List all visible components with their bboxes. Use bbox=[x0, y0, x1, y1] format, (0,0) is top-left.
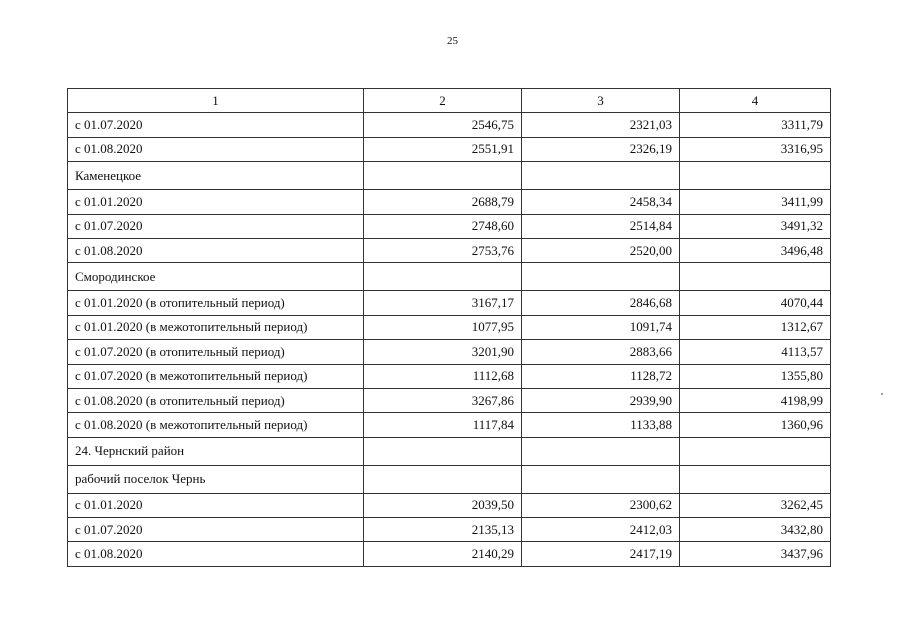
value-col-3: 2846,68 bbox=[522, 291, 680, 315]
value-col-3: 2300,62 bbox=[522, 493, 680, 517]
value-col-4: 3316,95 bbox=[680, 137, 831, 161]
value-col-4: 3311,79 bbox=[680, 113, 831, 137]
value-col-3 bbox=[522, 465, 680, 493]
value-col-4: 3411,99 bbox=[680, 190, 831, 214]
value-col-3: 2417,19 bbox=[522, 542, 680, 566]
header-cell-3: 3 bbox=[522, 89, 680, 113]
row-label: с 01.01.2020 bbox=[68, 493, 364, 517]
table-row bbox=[68, 291, 831, 315]
header-cell-2: 2 bbox=[364, 89, 522, 113]
header-cell-1: 1 bbox=[68, 89, 364, 113]
value-col-4: 4070,44 bbox=[680, 291, 831, 315]
row-label: с 01.01.2020 (в отопительный период) bbox=[68, 291, 364, 315]
value-col-2: 2748,60 bbox=[364, 214, 522, 238]
value-col-4 bbox=[680, 162, 831, 190]
table-row bbox=[68, 364, 831, 388]
value-col-3 bbox=[522, 162, 680, 190]
row-label: с 01.08.2020 (в отопительный период) bbox=[68, 388, 364, 412]
tariff-table bbox=[67, 88, 831, 567]
value-col-4: 4198,99 bbox=[680, 388, 831, 412]
table-row bbox=[68, 340, 831, 364]
row-label: с 01.08.2020 bbox=[68, 542, 364, 566]
value-col-4: 3432,80 bbox=[680, 518, 831, 542]
group-row bbox=[68, 162, 831, 190]
row-label: с 01.07.2020 (в отопительный период) bbox=[68, 340, 364, 364]
value-col-4: 3437,96 bbox=[680, 542, 831, 566]
value-col-4: 3262,45 bbox=[680, 493, 831, 517]
table-row bbox=[68, 518, 831, 542]
value-col-3: 2326,19 bbox=[522, 137, 680, 161]
value-col-2 bbox=[364, 437, 522, 465]
value-col-4: 1360,96 bbox=[680, 413, 831, 437]
value-col-2: 1112,68 bbox=[364, 364, 522, 388]
value-col-4: 3496,48 bbox=[680, 238, 831, 262]
value-col-3: 1128,72 bbox=[522, 364, 680, 388]
value-col-4 bbox=[680, 437, 831, 465]
value-col-2 bbox=[364, 465, 522, 493]
group-label: 24. Чернский район bbox=[68, 437, 364, 465]
value-col-4 bbox=[680, 465, 831, 493]
row-label: с 01.07.2020 (в межотопительный период) bbox=[68, 364, 364, 388]
table-row bbox=[68, 542, 831, 566]
value-col-2: 1077,95 bbox=[364, 315, 522, 339]
row-label: с 01.07.2020 bbox=[68, 113, 364, 137]
value-col-3 bbox=[522, 263, 680, 291]
value-col-3: 1133,88 bbox=[522, 413, 680, 437]
table-row bbox=[68, 413, 831, 437]
group-row bbox=[68, 263, 831, 291]
row-label: с 01.01.2020 bbox=[68, 190, 364, 214]
row-label: с 01.01.2020 (в межотопительный период) bbox=[68, 315, 364, 339]
value-col-2: 2135,13 bbox=[364, 518, 522, 542]
value-col-3: 2939,90 bbox=[522, 388, 680, 412]
value-col-2: 2688,79 bbox=[364, 190, 522, 214]
value-col-4: 4113,57 bbox=[680, 340, 831, 364]
row-label: с 01.07.2020 bbox=[68, 518, 364, 542]
value-col-2: 3267,86 bbox=[364, 388, 522, 412]
value-col-4: 1312,67 bbox=[680, 315, 831, 339]
group-label: Каменецкое bbox=[68, 162, 364, 190]
header-cell-4: 4 bbox=[680, 89, 831, 113]
value-col-2: 2551,91 bbox=[364, 137, 522, 161]
value-col-3: 2883,66 bbox=[522, 340, 680, 364]
page-number: 25 bbox=[447, 35, 458, 47]
value-col-2 bbox=[364, 263, 522, 291]
value-col-2: 3201,90 bbox=[364, 340, 522, 364]
table-row bbox=[68, 190, 831, 214]
table-row bbox=[68, 214, 831, 238]
value-col-3: 2321,03 bbox=[522, 113, 680, 137]
table-row bbox=[68, 113, 831, 137]
value-col-4: 1355,80 bbox=[680, 364, 831, 388]
value-col-2: 2140,29 bbox=[364, 542, 522, 566]
value-col-2: 2039,50 bbox=[364, 493, 522, 517]
row-label: с 01.08.2020 (в межотопительный период) bbox=[68, 413, 364, 437]
value-col-2: 3167,17 bbox=[364, 291, 522, 315]
value-col-2: 1117,84 bbox=[364, 413, 522, 437]
header-row bbox=[68, 89, 831, 113]
value-col-4 bbox=[680, 263, 831, 291]
row-label: с 01.08.2020 bbox=[68, 137, 364, 161]
value-col-3: 2458,34 bbox=[522, 190, 680, 214]
table-row bbox=[68, 388, 831, 412]
value-col-4: 3491,32 bbox=[680, 214, 831, 238]
group-label: Смородинское bbox=[68, 263, 364, 291]
table-row bbox=[68, 315, 831, 339]
table-row bbox=[68, 238, 831, 262]
value-col-3 bbox=[522, 437, 680, 465]
group-label: рабочий поселок Чернь bbox=[68, 465, 364, 493]
value-col-2: 2753,76 bbox=[364, 238, 522, 262]
value-col-2: 2546,75 bbox=[364, 113, 522, 137]
table-row bbox=[68, 137, 831, 161]
group-row bbox=[68, 465, 831, 493]
value-col-2 bbox=[364, 162, 522, 190]
table-row bbox=[68, 493, 831, 517]
value-col-3: 2514,84 bbox=[522, 214, 680, 238]
scan-speck bbox=[881, 393, 883, 395]
row-label: с 01.08.2020 bbox=[68, 238, 364, 262]
value-col-3: 2520,00 bbox=[522, 238, 680, 262]
value-col-3: 2412,03 bbox=[522, 518, 680, 542]
group-row bbox=[68, 437, 831, 465]
value-col-3: 1091,74 bbox=[522, 315, 680, 339]
row-label: с 01.07.2020 bbox=[68, 214, 364, 238]
